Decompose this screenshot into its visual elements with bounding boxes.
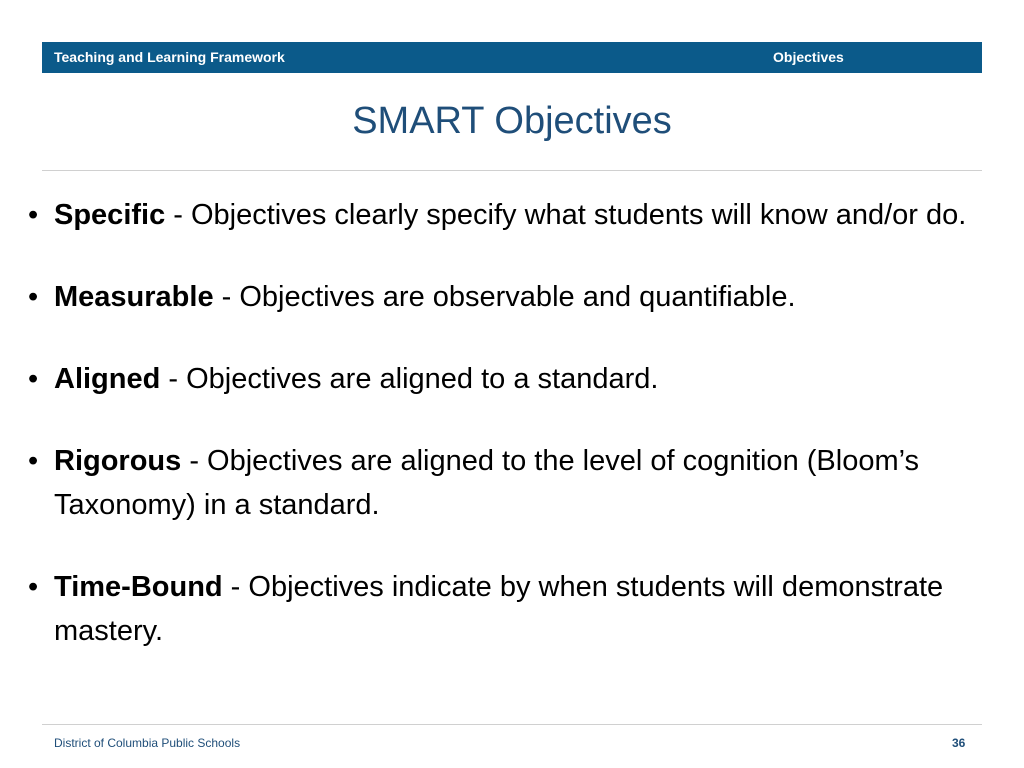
footer-organization: District of Columbia Public Schools	[54, 736, 241, 750]
footer-divider	[42, 724, 982, 725]
bullet-text: - Objectives are aligned to the level of cognition (Bloom’s Taxonomy) in a standard.	[54, 445, 920, 521]
title-divider	[42, 170, 982, 171]
page-number: 36	[952, 736, 966, 750]
bullet-dot: •	[28, 445, 39, 477]
bullet-term: Time-Bound	[54, 571, 223, 603]
section-label: Objectives	[773, 49, 844, 65]
bullet-list	[28, 193, 978, 653]
bullet-dot: •	[28, 281, 39, 313]
bullet-measurable	[28, 275, 978, 319]
bullet-text: - Objectives are observable and quantifiable.	[213, 281, 796, 313]
bullet-dot: •	[28, 363, 39, 395]
bullet-time-bound	[28, 565, 978, 653]
bullet-text: - Objectives indicate by when students will demonstrate mastery.	[54, 571, 944, 647]
bullet-aligned	[28, 357, 978, 401]
bullet-term: Specific	[54, 199, 166, 231]
bullet-text: - Objectives clearly specify what students will know and/or do.	[165, 199, 967, 231]
header-bar	[42, 42, 982, 73]
bullet-specific	[28, 193, 978, 237]
framework-label: Teaching and Learning Framework	[54, 49, 285, 65]
bullet-term: Rigorous	[54, 445, 182, 477]
bullet-dot: •	[28, 199, 39, 231]
bullet-term: Aligned	[54, 363, 161, 395]
slide-title: SMART Objectives	[352, 100, 672, 142]
bullet-text: - Objectives are aligned to a standard.	[160, 363, 659, 395]
bullet-dot: •	[28, 571, 39, 603]
bullet-term: Measurable	[54, 281, 214, 313]
bullet-rigorous	[28, 439, 978, 527]
